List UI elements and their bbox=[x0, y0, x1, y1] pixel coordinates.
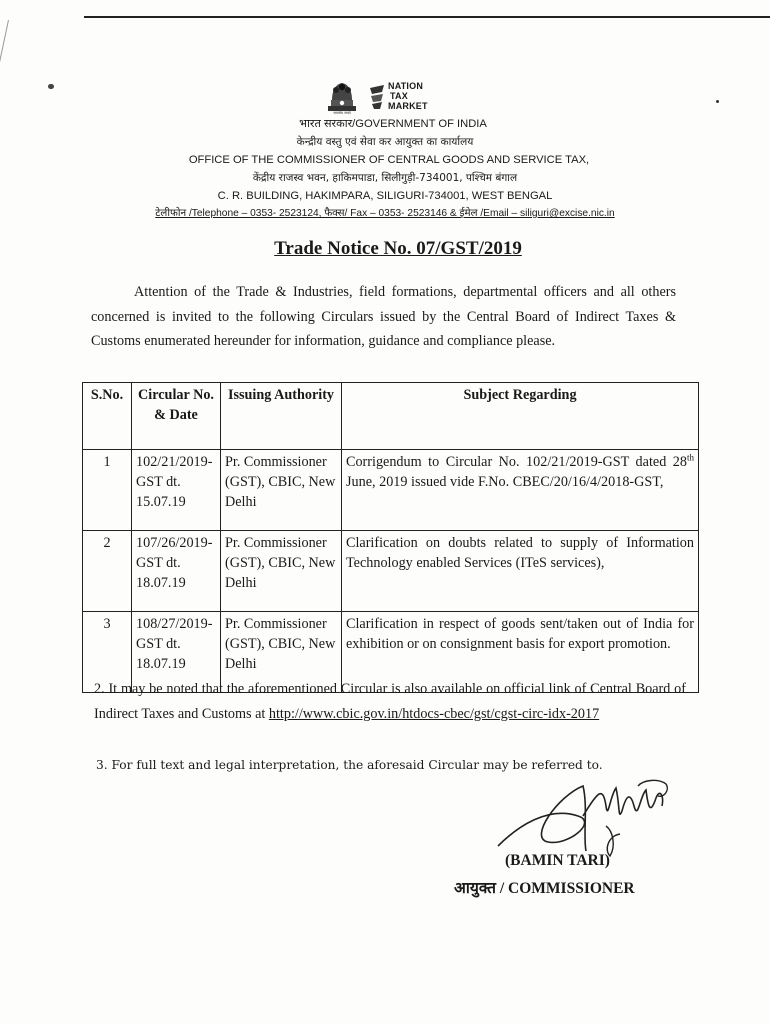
signatory-name: (BAMIN TARI) bbox=[505, 852, 610, 869]
circulars-table bbox=[82, 382, 699, 693]
government-of-india-line: भारत सरकार/GOVERNMENT OF INDIA bbox=[299, 118, 487, 130]
row-authority: Pr. Commissioner (GST), CBIC, New Delhi bbox=[221, 450, 342, 531]
ashoka-emblem-icon bbox=[322, 80, 362, 114]
row-subject bbox=[342, 450, 699, 531]
contact-details: टेलीफोन /Telephone – 0353- 2523124, फैक्स/ Fax – 0353- 2523146 & ईमेल /Email – siliguri@excise.nic.in bbox=[155, 208, 615, 219]
office-name-hindi: केन्द्रीय वस्तु एवं सेवा कर आयुक्त का कार्यालय bbox=[296, 136, 474, 148]
signatory-designation: आयुक्त / COMMISSIONER bbox=[454, 880, 635, 897]
row-circular: 107/26/2019-GST dt. 18.07.19 bbox=[132, 531, 221, 612]
row-sno: 1 bbox=[83, 450, 132, 531]
row-circular: 102/21/2019-GST dt. 15.07.19 bbox=[132, 450, 221, 531]
row-sno: 2 bbox=[83, 531, 132, 612]
row-circular: 108/27/2019-GST dt. 18.07.19 bbox=[132, 612, 221, 693]
address-hindi: केंद्रीय राजस्व भवन, हाकिमपाडा, सिलीगुड़ी-734001, पश्चिम बंगाल bbox=[252, 172, 518, 184]
scan-speck bbox=[48, 84, 54, 89]
table-header-row bbox=[83, 383, 699, 450]
availability-text: 2. It may be noted that the aforementioned Circular is also available on official link of Central Board of Indirect Taxes and Customs at bbox=[94, 681, 686, 722]
scan-speck bbox=[716, 100, 719, 103]
intro-paragraph: Attention of the Trade & Industries, field formations, departmental officers and all others concerned is invited to the following Circulars issued by the Central Board of Indirect Taxes & Customs enumerated hereunder for information, guidance and compliance please. bbox=[91, 284, 676, 349]
header-circular: Circular No. & Date bbox=[132, 383, 221, 450]
table-row bbox=[83, 450, 699, 531]
row-authority: Pr. Commissioner (GST), CBIC, New Delhi bbox=[221, 612, 342, 693]
row-subject: Clarification on doubts related to supply of Information Technology enabled Services (ITeS services), bbox=[342, 531, 699, 612]
nation-tax-market-logo-text: NATION TAX MARKET bbox=[388, 81, 428, 111]
contact-line bbox=[0, 205, 770, 219]
office-name-english: OFFICE OF THE COMMISSIONER OF CENTRAL GOODS AND SERVICE TAX, bbox=[188, 154, 590, 166]
svg-text:सत्यमेव जयते: सत्यमेव जयते bbox=[333, 111, 351, 114]
availability-paragraph bbox=[94, 677, 686, 727]
nation-tax-market-logo-icon bbox=[368, 84, 386, 110]
trade-notice-title: Trade Notice No. 07/GST/2019 bbox=[274, 238, 522, 259]
address-english: C. R. BUILDING, HAKIMPARA, SILIGURI-734001, WEST BENGAL bbox=[217, 190, 553, 202]
top-border-line bbox=[84, 16, 770, 18]
row-subject: Clarification in respect of goods sent/taken out of India for exhibition or on consignment basis for export promotion. bbox=[342, 612, 699, 693]
header-logos bbox=[322, 80, 442, 114]
row-subject-text-cont: June, 2019 issued vide F.No. CBEC/20/16/4/2018-GST, bbox=[346, 474, 664, 490]
row-authority: Pr. Commissioner (GST), CBIC, New Delhi bbox=[221, 531, 342, 612]
row-subject-superscript: th bbox=[686, 452, 694, 463]
header-subject: Subject Regarding bbox=[342, 383, 699, 450]
cbic-circulars-link[interactable]: http://www.cbic.gov.in/htdocs-cbec/gst/cgst-circ-idx-2017 bbox=[268, 706, 600, 722]
header-authority: Issuing Authority bbox=[221, 383, 342, 450]
row-sno: 3 bbox=[83, 612, 132, 693]
row-subject-text: Corrigendum to Circular No. 102/21/2019-GST dated 28 bbox=[346, 454, 687, 470]
legal-reference-paragraph: 3. For full text and legal interpretation, the aforesaid Circular may be referred to. bbox=[96, 758, 603, 772]
header-sno: S.No. bbox=[83, 383, 132, 450]
table-row bbox=[83, 531, 699, 612]
